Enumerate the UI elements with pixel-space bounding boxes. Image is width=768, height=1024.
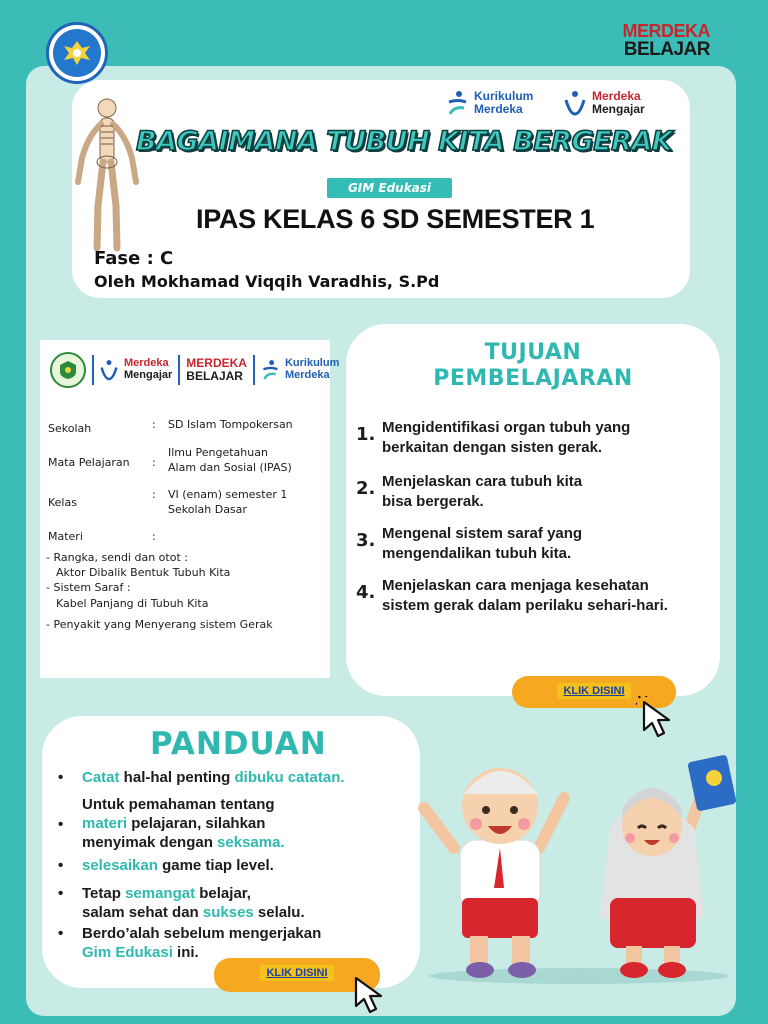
tujuan-title: TUJUAN PEMBELAJARAN — [433, 340, 633, 392]
guide-item-4: • Tetap semangat belajar, salam sehat dan sukses selalu. — [58, 885, 305, 922]
kurikulum-merdeka-logo — [446, 90, 533, 116]
kurikulum-text: Kurikulum — [474, 89, 534, 104]
kurikulum-merdeka-icon — [446, 90, 468, 116]
goal-text: Mengidentifikasi organ tubuh yang berkaitan dengan sisten gerak. — [382, 419, 631, 456]
fase-label: Fase : C — [94, 248, 174, 269]
mengajar-text: Mengajar — [592, 102, 645, 116]
goal-number: 1. — [356, 424, 376, 445]
list-item: Kabel Panjang di Tubuh Kita — [56, 596, 209, 610]
school-seal-icon — [50, 352, 86, 388]
merdeka-text: MERDEKA — [186, 356, 247, 371]
gim-edukasi-badge: GIM Edukasi — [327, 178, 452, 198]
divider — [178, 355, 180, 385]
school-info-card — [40, 340, 340, 678]
goal-number: 2. — [356, 478, 376, 499]
tut-wuri-handayani-logo — [46, 22, 108, 84]
kurikulum-merdeka-icon — [261, 359, 279, 381]
merdeka-mengajar-logo — [564, 90, 645, 116]
guide-item-3: • selesaikan game tiap level. — [58, 857, 274, 874]
belajar-text: BELAJAR — [623, 39, 710, 60]
guide-item-2: • Untuk pemahaman tentang materi pelajaran, silahkan menyimak dengan seksama. — [58, 796, 285, 852]
info-colon: : — [152, 488, 156, 501]
button-label: KLIK DISINI — [557, 683, 630, 699]
merdeka-text: Merdeka — [284, 369, 330, 381]
boy-student-icon — [424, 768, 564, 978]
merdeka-mengajar-icon — [564, 90, 586, 116]
kurikulum-text: Kurikulum — [284, 357, 340, 370]
goal-text: Menjelaskan cara menjaga kesehatan sistem gerak dalam perilaku sehari-hari. — [382, 577, 668, 614]
guide-item-1: • Catat hal-hal penting dibuku catatan. — [58, 769, 345, 786]
merdeka-text: MERDEKA — [622, 21, 710, 41]
author-label: Oleh Mokhamad Viqqih Varadhis, S.Pd — [94, 272, 440, 291]
info-value: VI (enam) semester 1 Sekolah Dasar — [168, 488, 288, 516]
info-value: Ilmu Pengetahuan Alam dan Sosial (IPAS) — [168, 446, 292, 474]
info-value: SD Islam Tompokersan — [168, 418, 293, 431]
merdeka-text: Merdeka — [124, 357, 169, 370]
game-title: BAGAIMANA TUBUH KITA BERGERAK — [136, 126, 673, 157]
goal-item-4 — [356, 576, 716, 615]
panduan-title: PANDUAN — [150, 726, 327, 762]
info-label: Kelas — [48, 496, 77, 509]
belajar-text: BELAJAR — [186, 369, 243, 383]
merdeka-text: Merdeka — [592, 89, 641, 104]
garuda-emblem-icon — [53, 29, 101, 77]
goal-item-1 — [356, 418, 716, 457]
info-label: Sekolah — [48, 422, 92, 435]
info-colon: : — [152, 456, 156, 469]
guide-item-5: • Berdo’alah sebelum mengerjakan Gim Edukasi ini. — [58, 925, 322, 962]
info-colon: : — [152, 530, 156, 543]
info-logo-row — [50, 352, 339, 388]
merdeka-belajar-logo — [622, 22, 710, 59]
goal-number: 4. — [356, 582, 376, 603]
button-label: KLIK DISINI — [260, 965, 333, 981]
merdeka-text: Merdeka — [474, 102, 523, 116]
girl-student-icon — [600, 754, 737, 978]
materi-list — [46, 550, 273, 632]
list-item: - Sistem Saraf : — [46, 581, 131, 595]
page-subtitle: IPAS KELAS 6 SD SEMESTER 1 — [196, 204, 595, 234]
info-colon: : — [152, 418, 156, 431]
divider — [92, 355, 94, 385]
skeleton-illustration — [70, 96, 144, 256]
list-item: Aktor Dibalik Bentuk Tubuh Kita — [56, 566, 231, 580]
goal-number: 3. — [356, 530, 376, 551]
goal-item-2 — [356, 472, 716, 511]
pointer-cursor-icon — [636, 696, 680, 744]
goal-item-3 — [356, 524, 716, 563]
info-label: Mata Pelajaran — [48, 456, 130, 469]
merdeka-mengajar-icon — [100, 359, 118, 381]
info-label: Materi — [48, 530, 83, 543]
goal-text: Menjelaskan cara tubuh kita bisa bergerak. — [382, 473, 583, 510]
pointer-cursor-icon — [348, 972, 392, 1020]
mengajar-text: Mengajar — [124, 369, 173, 381]
goal-text: Mengenal sistem saraf yang mengendalikan tubuh kita. — [382, 525, 583, 562]
list-item: - Penyakit yang Menyerang sistem Gerak — [46, 617, 273, 631]
students-illustration — [414, 748, 744, 988]
list-item: - Rangka, sendi dan otot : — [46, 551, 188, 564]
divider — [253, 355, 255, 385]
